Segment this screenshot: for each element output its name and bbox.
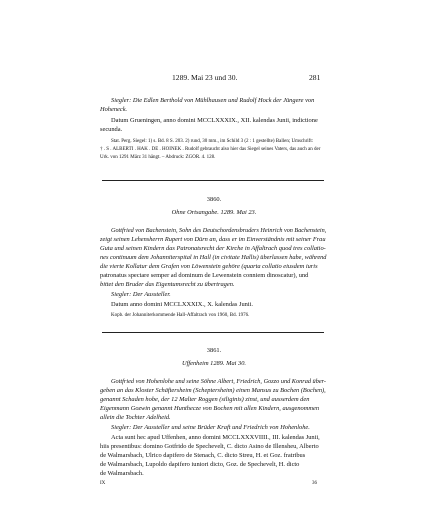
doc-3861-text-line: de Walmarsbach, Lupoldo dapifero iuniori dicto, Goz. de Spechevelt, H. dicto: [100, 461, 300, 468]
doc-3861-regest-line: allein die Tochter Adelheid.: [100, 414, 171, 421]
doc-3861-regest-line: Gottfried von Hohenlohe und seine Söhne Albert, Friedrich, Gozzo und Konrad über-: [111, 378, 327, 385]
doc-3861-regest-line: geben an das Kloster Schäftersheim (Scheptersheim) einen Mansus zu Bochen (Bochen),: [100, 387, 326, 394]
doc-3860-place-date: Ohne Ortsangabe. 1289. Mai 23.: [171, 209, 257, 216]
footer-signature: IX: [100, 481, 106, 486]
prev-note-line-3: Urk. von 1291 März 31 hängt. – Abdruck: ZGOR. 4. 128.: [100, 155, 216, 160]
doc-3860-sigler: Siegler: Der Aussteller.: [111, 291, 171, 298]
doc-3860-number: 3860.: [206, 196, 222, 203]
section-divider: [102, 180, 324, 181]
section-divider: [102, 332, 324, 333]
doc-3861-place-date: Uffenheim 1289. Mai 30.: [181, 360, 247, 367]
prev-note-line-1: Stat. Perg. Siegel: 1) s. Bd. 8 S. 203. 2) rund, 30 mm., im Schild 3 (2 : 1 gestellte) Ballen; Umschrift:: [111, 139, 314, 144]
prev-datum-line-2: secunda.: [100, 126, 123, 133]
running-header-title: 1289. Mai 23 und 30.: [172, 73, 238, 82]
doc-3860-regest-line: bittet den Bruder das Eigentumsrecht zu übertragen.: [100, 281, 235, 288]
page-number: 281: [309, 73, 321, 82]
doc-3860-datum: Datum anno domini MCCLXXXIX., X. kalendas Junii.: [111, 301, 254, 308]
doc-3860-regest-line: nes continuum dem Johanniterspital in Hall (in civitate Hallis) überlassen habe, während: [100, 254, 327, 261]
doc-3860-regest-line: Gottfried von Bachenstein, Sohn des Deutschordensbruders Heinrich von Bachenstein,: [111, 227, 327, 234]
prev-sigler-line-1: Siegler: Die Edlen Berthold von Mühlhausen und Rudolf Hock der Jüngere von: [111, 97, 315, 104]
doc-3861-regest-line: genannt Schaden hobe, der 12 Malter Roggen (siliginis) zinst, und ausserdem den: [100, 396, 310, 403]
doc-3861-text-line: de Walmarsbach.: [100, 470, 144, 477]
doc-3861-sigler: Siegler: Der Aussteller und seine Brüder Kraft und Friedrich von Hohenlohe.: [111, 424, 310, 431]
doc-3861-text-line: hiis presentibus: domino Gotfrido de Spechevelt, C. dicto Asino de Illensheu, Alberto: [100, 443, 319, 450]
doc-3861-text-line: de Walmarsbach, Ulrico dapifero de Stenach, C. dicto Streu, H. et Goz. fratribus: [100, 452, 306, 459]
doc-3860-regest-line: die vierte Kollatur dem Grafen von Löwenstein gehöre (quarta collatio eiusdem iuris: [100, 263, 318, 270]
doc-3860-regest-line: patronatus spectare semper ad dominum de Lewenstein conniem dinoscatur), und: [100, 272, 309, 279]
prev-note-line-2: † . S . ALBERTI . HAK . DE . HOINEK . Rudolf gebraucht also hier das Siegel seines Vaters, das auch an der: [100, 147, 321, 152]
doc-3860-note: Kopb. der Johanniterkommende Hall-Affaltrach von 1960, Bd. 1976.: [111, 313, 250, 318]
prev-sigler-line-2: Hoheneck.: [100, 106, 128, 113]
doc-3861-text-line: Acta sunt hec apud Uffenhen, anno domini MCCLXXXVIIII., III. kalendas Junii,: [111, 434, 320, 441]
doc-3861-number: 3861.: [206, 347, 222, 354]
doc-3860-regest-line: Guta und seinen Kindern das Patronatsrecht der Kirche in Affaltrach quod tres collatio-: [100, 245, 326, 252]
prev-datum-line-1: Datum Grueningen, anno domini MCCLXXXIX., XII. kalendas Junii, indictione: [111, 117, 318, 124]
footer-sheet-number: 36: [312, 481, 317, 486]
doc-3861-regest-line: Eigenmann Gozwin genannt Hunthecze von Bochen mit allen Kindern, ausgenommen: [100, 405, 320, 412]
doc-3860-regest-line: zeigt seinen Lehensherrn Rupert von Dürn an, dass er im Einverständnis mit seiner Frau: [100, 236, 326, 243]
